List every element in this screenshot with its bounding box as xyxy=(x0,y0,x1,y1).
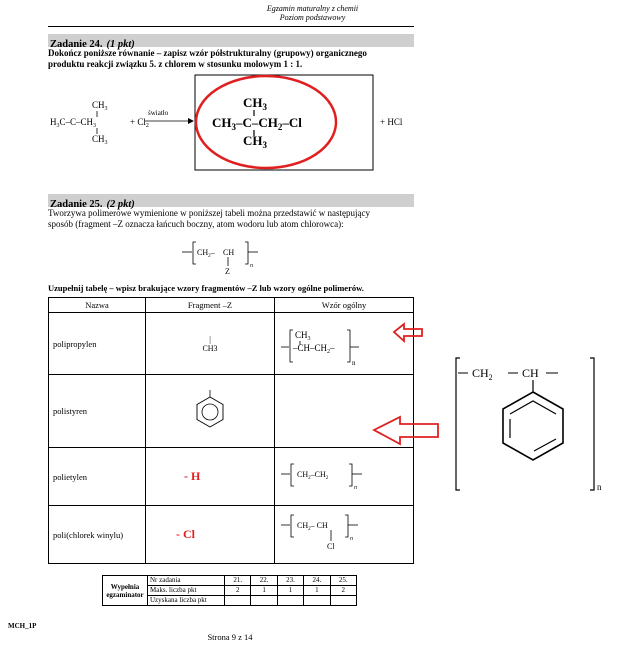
svg-text:CH: CH xyxy=(223,248,235,257)
svg-text:Cl: Cl xyxy=(327,541,335,551)
page-number: Strona 9 z 14 xyxy=(207,632,253,642)
row-name: polistyren xyxy=(49,375,146,448)
fragment-h-answer: - H xyxy=(184,469,201,483)
row-formula xyxy=(275,506,414,564)
row-fragment xyxy=(146,448,275,506)
exam-code: MCH_1P xyxy=(8,622,37,630)
svg-text:H3C–C–CH3: $H_3C-C-CH_3$ xyxy=(50,117,97,129)
arrow-left-icon xyxy=(394,324,422,341)
svg-text:–CH–CH2–: $-CH-CH_2-$ xyxy=(293,342,335,355)
svg-text:CH3: $CH_3$ xyxy=(92,134,108,146)
row-fragment xyxy=(146,506,275,564)
svg-text:n: n xyxy=(352,358,356,367)
row-label: Uzyskana liczba pkt xyxy=(148,596,225,606)
svg-text:światło: światło xyxy=(148,109,169,117)
max-points: 1 xyxy=(277,586,303,596)
score-input-cell[interactable] xyxy=(225,596,251,606)
task25-title: Zadanie 25. xyxy=(50,199,103,210)
score-input-cell[interactable] xyxy=(251,596,277,606)
table-row xyxy=(49,448,414,506)
task25-paragraph-1: Tworzywa polimerowe wymienione w poniższej tabeli można przedstawić w następujący xyxy=(48,208,371,218)
table-row xyxy=(49,506,414,564)
svg-text:CH3: $CH_3$ xyxy=(295,329,311,342)
task25-instruction: Uzupełnij tabelę – wpisz brakujące wzory fragmentów –Z lub wzory ogólne polimerów. xyxy=(48,283,364,293)
task25-points: (2 pkt) xyxy=(106,199,135,210)
score-row-tasks xyxy=(103,576,357,586)
row-name: polietylen xyxy=(49,448,146,506)
table-row xyxy=(49,313,414,375)
table-row xyxy=(49,375,414,448)
svg-text:CH2: $CH_2$ xyxy=(472,366,493,382)
polystyrene-answer-drawing xyxy=(450,350,622,500)
polymer-table xyxy=(48,297,414,564)
header-formula: Wzór ogólny xyxy=(275,298,414,313)
formula-pvc xyxy=(279,511,379,557)
svg-text:CH3: $CH_3$ xyxy=(92,100,108,112)
arrow-left-icon xyxy=(374,417,438,444)
svg-text:+ Cl2: + $Cl_2$ xyxy=(130,117,149,129)
svg-text:CH: CH xyxy=(522,366,539,380)
task-number: 23. xyxy=(277,576,303,586)
task-number: 22. xyxy=(251,576,277,586)
score-table xyxy=(102,575,357,606)
benzene-ring-icon xyxy=(190,390,230,430)
task24-instruction-1: Dokończ poniższe równanie – zapisz wzór półstrukturalny (grupowy) organicznego xyxy=(48,48,367,58)
examiner-label: Wypełnia egzaminator xyxy=(103,576,148,606)
fragment-ch3: CH3 xyxy=(202,343,218,353)
fragment-cl-answer: - Cl xyxy=(176,527,195,541)
task24-bar xyxy=(48,34,414,50)
header-name: Nazwa xyxy=(49,298,146,313)
score-input-cell[interactable] xyxy=(304,596,330,606)
formula-polyethylene xyxy=(279,458,379,494)
svg-text:CH2–CH2: $CH_2-CH_2$ xyxy=(297,469,329,481)
svg-text:CH2–: $CH_2-$ xyxy=(197,248,215,259)
max-points: 2 xyxy=(330,586,356,596)
svg-text:CH3–C–CH2–Cl: $CH_3-C-CH_2-Cl$ xyxy=(212,115,302,132)
row-fragment: | CH3 xyxy=(146,313,275,375)
svg-text:n: n xyxy=(350,535,353,542)
task-number: 25. xyxy=(330,576,356,586)
task24-reaction xyxy=(40,70,425,195)
exam-level: Poziom podstawowy xyxy=(279,13,346,22)
task25-bar xyxy=(48,194,414,210)
task-number: 21. xyxy=(225,576,251,586)
task24-title: Zadanie 24. xyxy=(50,39,103,50)
svg-text:CH2– CH: $CH_2-$ CH xyxy=(297,520,328,532)
svg-text:CH3: $CH_3$ xyxy=(243,95,267,112)
task24-instruction-2: produktu reakcji związku 5. z chlorem w stosunku molowym 1 : 1. xyxy=(48,59,303,69)
task25-paragraph-2: sposób (fragment –Z oznacza łańcuch boczny, atom wodoru lub atom chlorowca): xyxy=(48,219,344,229)
max-points: 2 xyxy=(225,586,251,596)
task-number: 24. xyxy=(304,576,330,586)
header-fragment: Fragment –Z xyxy=(146,298,275,313)
svg-text:n: n xyxy=(597,482,602,492)
table-header-row xyxy=(49,298,414,313)
score-input-cell[interactable] xyxy=(330,596,356,606)
header-rule xyxy=(48,26,414,27)
row-label: Maks. liczba pkt xyxy=(148,586,225,596)
svg-text:Z: Z xyxy=(225,267,230,276)
score-input-cell[interactable] xyxy=(277,596,303,606)
max-points: 1 xyxy=(304,586,330,596)
max-points: 1 xyxy=(251,586,277,596)
svg-text:n: n xyxy=(354,484,357,491)
row-label: Nr zadania xyxy=(148,576,225,586)
svg-text:CH3: $CH_3$ xyxy=(243,133,267,150)
row-fragment xyxy=(146,375,275,448)
svg-text:n: n xyxy=(250,263,253,269)
annotation-arrows xyxy=(370,320,440,460)
svg-text:+ HCl: + HCl xyxy=(380,117,403,127)
formula-polypropylene xyxy=(279,318,379,368)
benzene-ring-icon xyxy=(503,392,563,460)
row-name: polipropylen xyxy=(49,313,146,375)
general-polymer-formula xyxy=(180,238,280,278)
row-name: poli(chlorek winylu) xyxy=(49,506,146,564)
exam-title: Egzamin maturalny z chemii xyxy=(266,4,359,13)
task24-points: (1 pkt) xyxy=(106,39,135,50)
